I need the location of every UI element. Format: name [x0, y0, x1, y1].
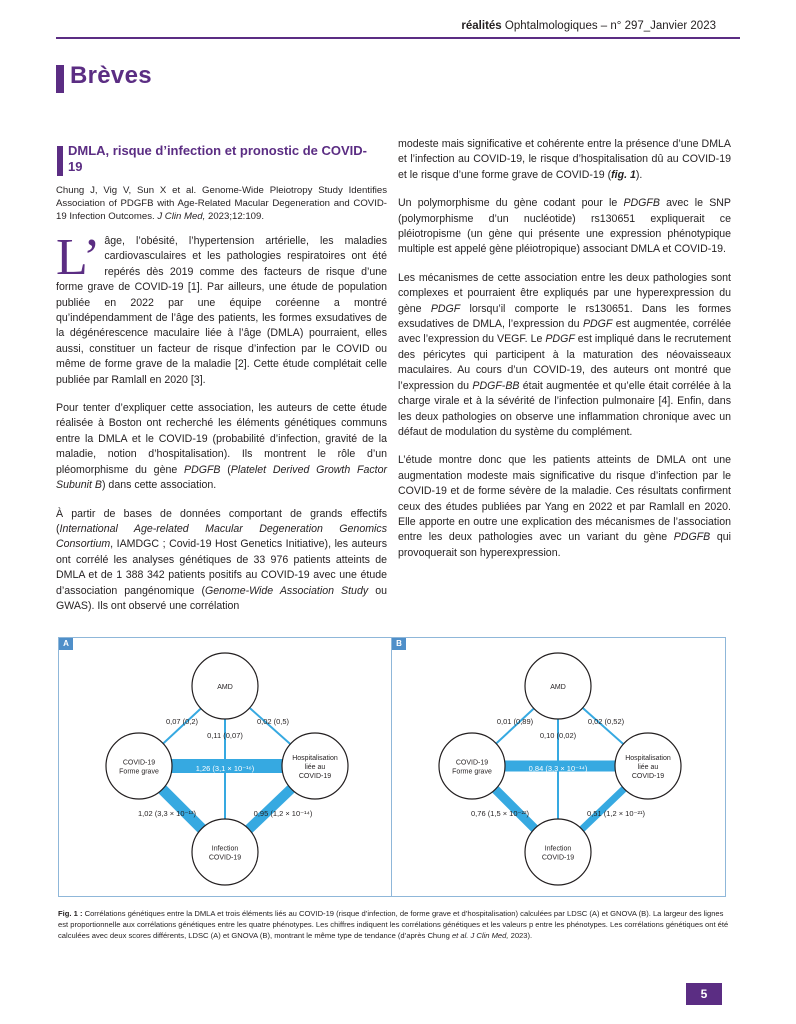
node-label: COVID-19 [298, 773, 332, 780]
article-reference [56, 184, 387, 223]
node-label: Hospitalisation [625, 755, 671, 762]
node-label: COVID-19 [208, 854, 242, 862]
node-label: AMD [550, 684, 566, 691]
column-left [56, 229, 388, 627]
node-label: AMD [217, 684, 233, 691]
node-label: COVID-19 [455, 759, 489, 767]
dropcap: L’ [56, 229, 101, 286]
edge-label: 0,02 (0,5) [256, 717, 290, 726]
node-label: liée au [637, 764, 659, 771]
article-title: DMLA, risque d’infection et pronostic de COVID-19 [68, 143, 368, 174]
paragraph: L’ âge, l’obésité, l’hypertension artérielle, les maladies cardiovasculaires et les pathologies respiratoires ont été repérés dès 2019 comme des facteurs de risque d’une forme grave de COVID-19 [1]. Par ailleurs, une étude de population publiée en 2022 par une équipe coréenne a montré qu’indépendamment de l’âge des patients, les formes exsudatives de la dégénérescence maculaire liée à l’âge (DMLA) pourraient, elles aussi, constituer un facteur de risque d’infection par le COVID ou même de forme grave de la maladie [2]. Cette étude complétait celle publiée par Ramlall en 2020 [3]. [56, 229, 387, 386]
page-number: 5 [686, 983, 722, 1005]
node-label: Forme grave [452, 768, 492, 776]
panel-label-b: B [392, 638, 406, 650]
edge-label: 1,26 (3,1 × 10⁻¹⁶) [195, 764, 255, 773]
edge-label: 0,07 (0,2) [165, 717, 199, 726]
edge-label: 0,11 (0,07) [207, 731, 243, 740]
node-label: Hospitalisation [292, 755, 338, 762]
correlation-diagram [59, 638, 725, 896]
section-marker [56, 65, 64, 93]
column-right [398, 137, 731, 574]
reference-authors: Chung J, Vig V, Sun X et al. [56, 185, 197, 196]
node-label: Infection [211, 845, 239, 853]
node-label: COVID-19 [631, 773, 665, 780]
node-label: COVID-19 [122, 759, 156, 767]
edge-label: 0,01 (0,89) [496, 717, 534, 726]
edge-label: 0,51 (1,2 × 10⁻²¹) [587, 809, 645, 818]
reference-details: 2023;12:109. [207, 211, 265, 222]
paragraph: À partir de bases de données comportant de grands effectifs (International Age-related Macular Degeneration Genomics Consortium, IAMDGC ; Covid-19 Host Genetics Initiative), les auteurs ont corrélé les analyses génétiques de 33 976 patients atteints de DMLA et de 1 388 342 patients positifs au COVID-19 avec une étude d’association pangénomique (Genome-Wide Association Study ou GWAS). Ils ont observé une corrélation [56, 507, 387, 612]
paragraph: Un polymorphisme du gène codant pour le PDGFB avec le SNP (polymorphisme d’un nucléotide) rs130651 expliquerait ce pléiotropisme (un gène qui présente une expression phénotypique multiple est appelé gène pléiotropique) associant DMLA et COVID-19. [398, 197, 731, 256]
header-rule [56, 37, 740, 39]
figure-caption: Fig. 1 : Corrélations génétiques entre la DMLA et trois éléments liés au COVID-19 (risque d’infection, de forme grave et d’hospitalisation) calculées par LDSC (A) et GNOVA (B). La largeur des lignes est proportionnelle aux corrélations génétiques entre les quatre phénotypes. Les chiffres indiquent les corrélations génétiques et les valeurs p entre les phénotypes. Les corrélations génétiques ont été calculées avec deux scores différents, LDSC (A) et GNOVA (B), montrant le même type de tendance (d’après Chung et al. J Clin Med, 2023). [58, 909, 729, 940]
edge-label: 0,84 (3,3 × 10⁻¹⁴) [528, 764, 588, 773]
panel-label-a: A [59, 638, 73, 650]
figure-reference-link[interactable]: fig. 1 [611, 168, 636, 181]
journal-issue: Ophtalmologiques – n° 297_Janvier 2023 [504, 20, 716, 32]
paragraph: Les mécanismes de cette association entre les deux pathologies sont complexes et pourraient être expliqués par une hyperexpression du gène PDGF lorsqu’il comporte le rs130651. Dans les formes exsudatives de DMLA, l’expression du PDGF est augmentée, corrélée avec l’expression du VEGF. Le PDGF est impliqué dans le recrutement des péricytes qui participent à la maturation des néovaisseaux maculaires. Au cours d’un COVID-19, des auteurs ont montré que l’expression du PDGF-BB était augmentée et qu’elle était corrélée à la charge virale et à la sévérité de l’infection pulmonaire [4]. Enfin, dans les deux pathologies on observe une inflammation chronique avec un défaut de modulation du système du complément. [398, 271, 731, 438]
edge-label: 0,76 (1,5 × 10⁻²²) [471, 809, 529, 818]
node-label: COVID-19 [541, 854, 575, 862]
article-title-marker [57, 146, 63, 176]
journal-name: réalités [461, 20, 502, 32]
paragraph: Pour tenter d’expliquer cette association, les auteurs de cette étude réalisée à Boston ont recherché les éléments génétiques communs entre la DMLA et le COVID-19 (probabilité d’infection, gravité de la maladie, notion d’hospitalisation). Ils montrent le rôle d’un pléomorphisme du gène PDGFB (Platelet Derived Growth Factor Subunit B) dans cette association. [56, 402, 388, 492]
edge-label: 1,02 (3,3 × 10⁻¹³) [138, 809, 196, 818]
reference-citation: Genome-Wide Pleiotropy Study Identifies Association of PDGFB with Age-Related Macular Degeneration and COVID-19 Infection Outcomes. [56, 185, 388, 222]
edge-label: 0,10 (0,02) [539, 731, 577, 740]
node-label: liée au [304, 764, 326, 771]
running-header [461, 20, 716, 32]
paragraph: modeste mais significative et cohérente entre la présence d’une DMLA et l’infection au COVID-19, le risque d’hospitalisation dû au COVID-19 et le risque d’une forme grave de COVID-19 (fig. 1). [398, 138, 731, 181]
paragraph: L’étude montre donc que les patients atteints de DMLA ont une augmentation modeste mais significative du risque d’infection par le COVID-19 et de forme sévère de la maladie. Ces résultats confirment ceux des études publiées par Yang en 2022 et par Ramlall en 2020. Elle apporte en outre une explication des mécanismes de l’association entre les deux pathologies avec un variant du gène PDGFB qui provoquerait son hyperexpression. [398, 454, 731, 559]
section-title: Brèves [70, 62, 152, 89]
node-label: Infection [544, 845, 572, 853]
reference-journal: J Clin Med, [157, 211, 206, 222]
edge-label: 0,95 (1,2 × 10⁻¹⁴) [253, 809, 313, 818]
edge-label: 0,02 (0,52) [587, 717, 625, 726]
node-label: Forme grave [119, 768, 159, 776]
figure-1 [58, 637, 726, 897]
